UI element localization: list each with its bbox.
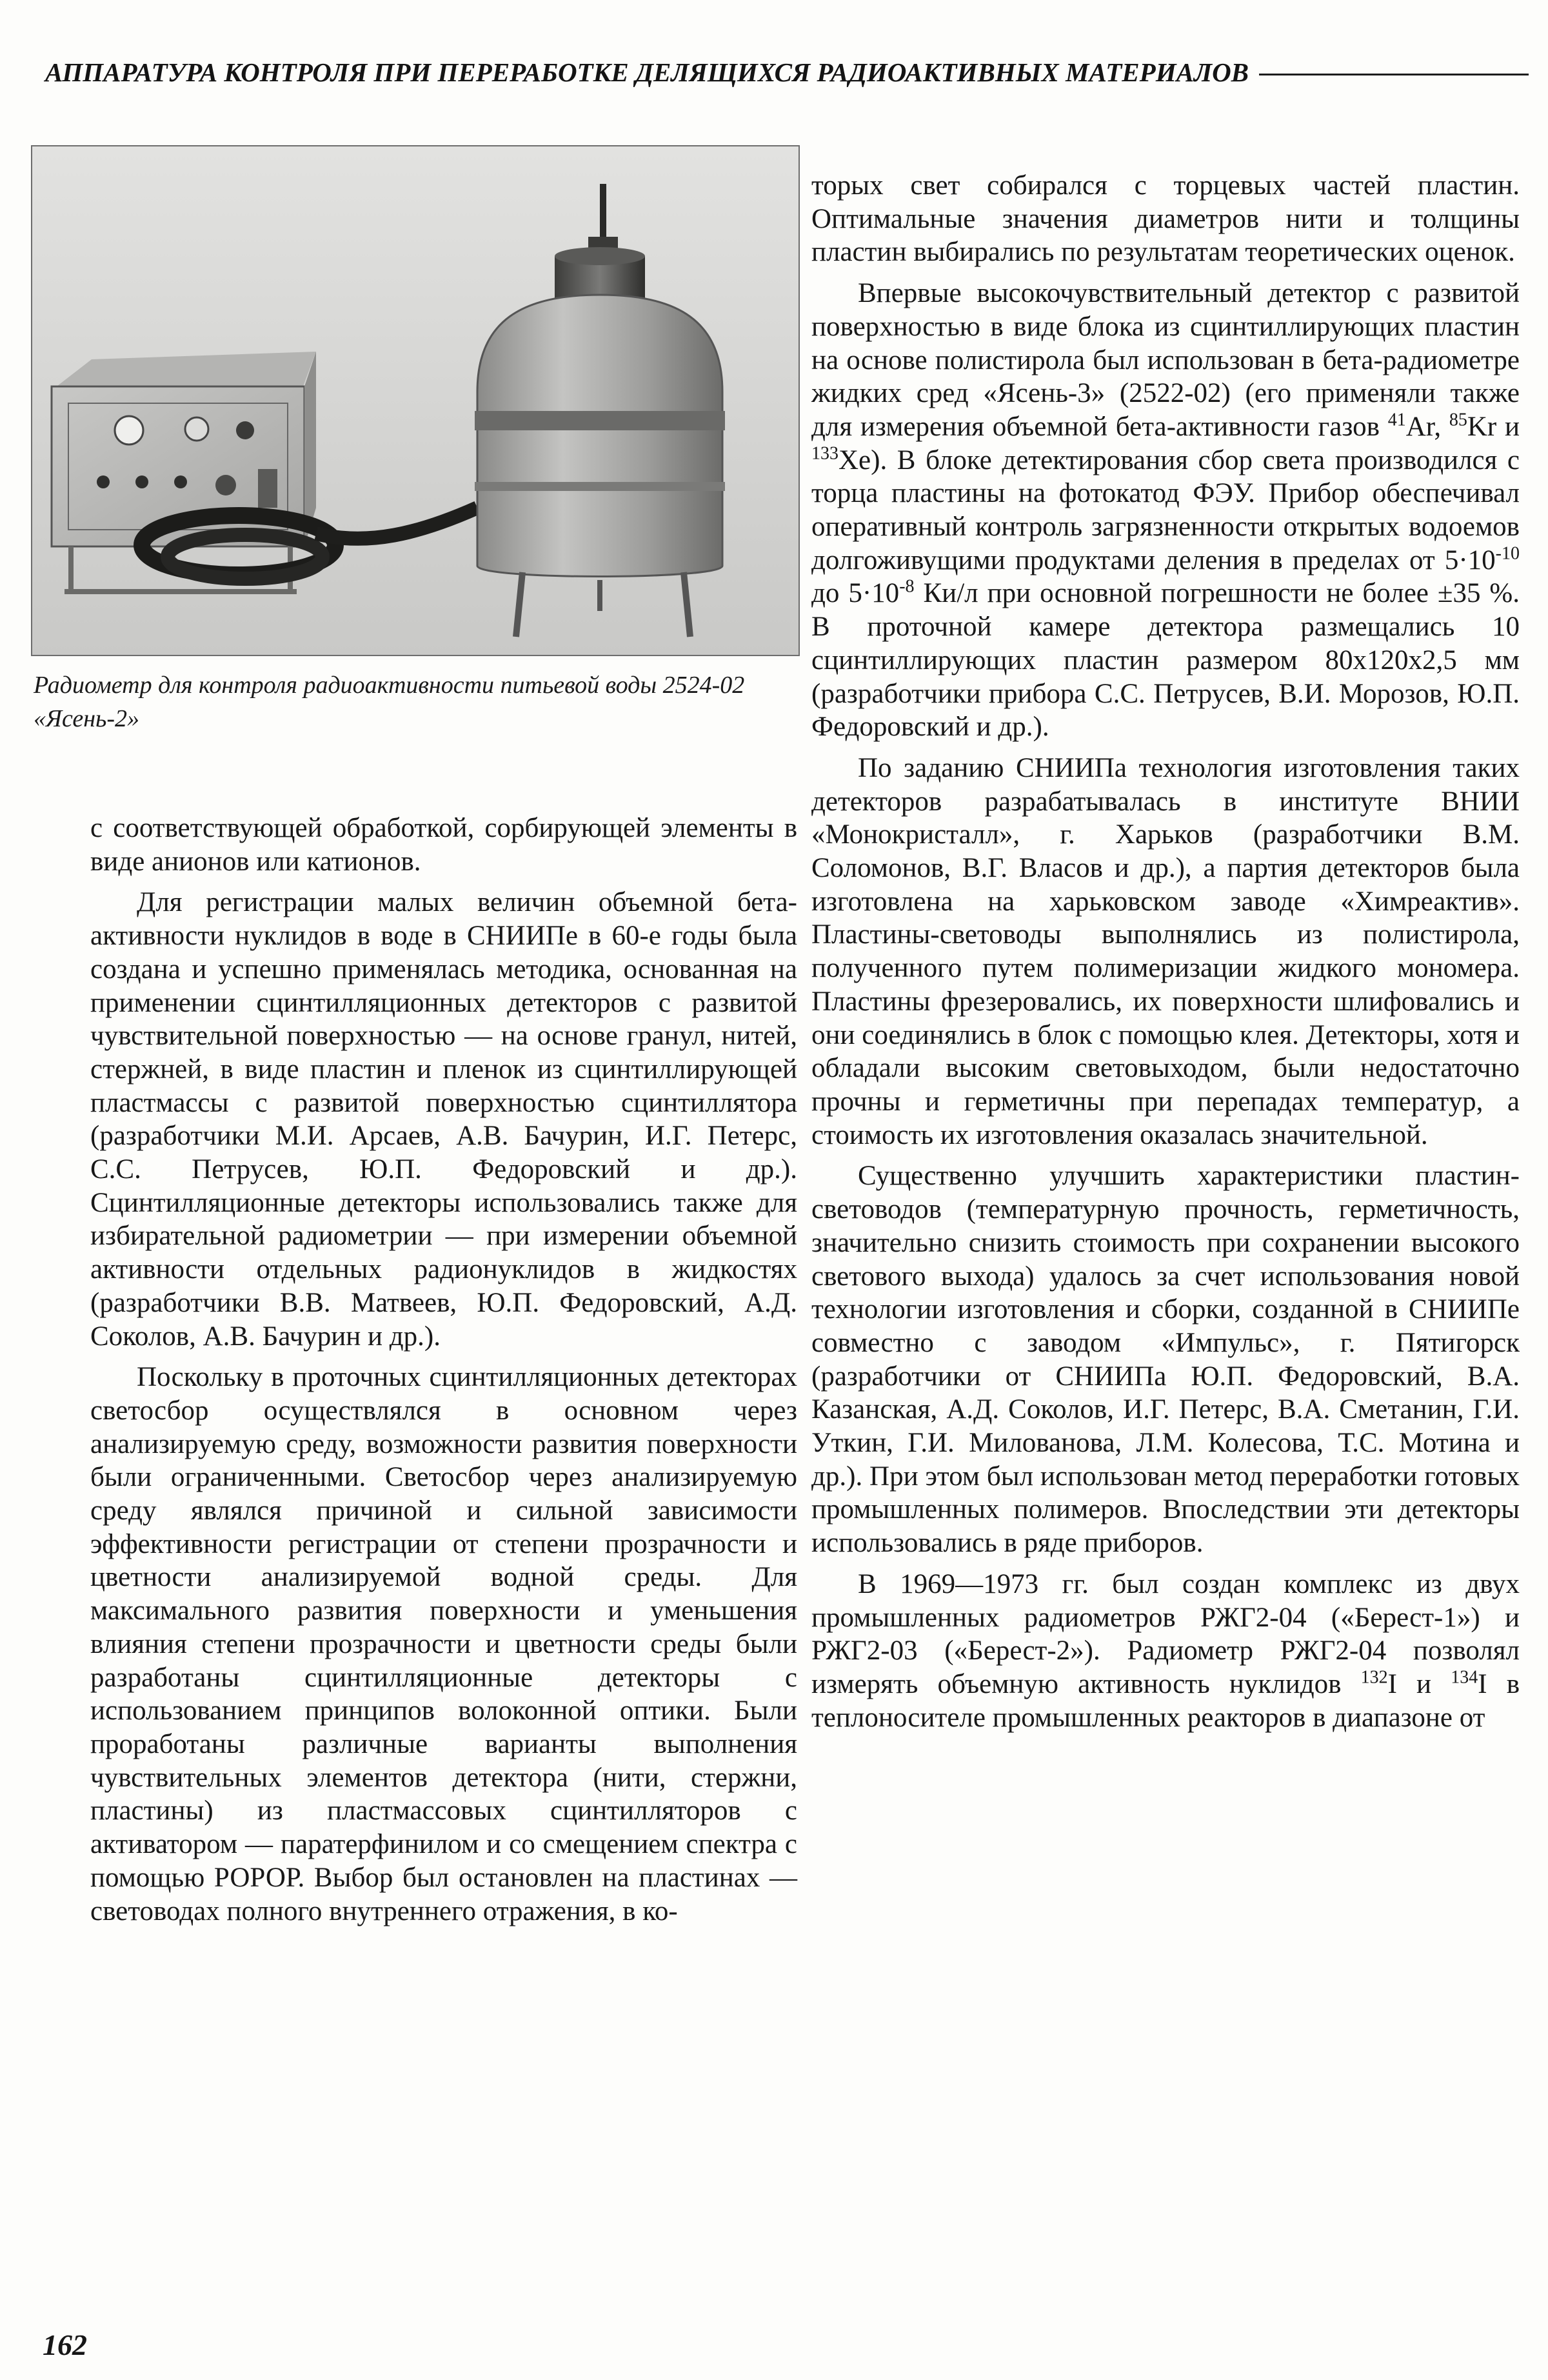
- right-paragraph-2: [811, 277, 1520, 744]
- right-paragraph-5: [811, 1568, 1520, 1735]
- figure-caption: Радиометр для контроля радиоактивности питьевой воды 2524-02 «Ясень-2»: [34, 672, 745, 732]
- page-number: 162: [43, 2328, 87, 2361]
- left-paragraph-1: с соответствующей обработкой, сорбирующей элементы в виде анионов или катионов.: [90, 813, 797, 877]
- right-column: [811, 169, 1520, 1734]
- radiometer-photo: [31, 145, 800, 656]
- isotope-i134-mass: 134: [1451, 1667, 1478, 1688]
- left-column: [90, 812, 797, 1928]
- left-paragraph-2: Для регистрации малых величин объемной бета-активности нуклидов в воде в СНИИПе в 60-е годы была создана и успешно применялась методика, основанная на применении сцинтилляционных детекторов с развитой чувствительной поверхностью — на основе гранул, нитей, стержней, в виде пластин и пленок из сцинтиллирующей пластмассы с развитой поверхностью сцинтиллятора (разработчики М.И. Арсаев, А.В. Бачурин, И.Г. Петерс, С.С. Петрусев, Ю.П. Федоровский и др.). Сцинтилляционные детекторы использовались также для избирательной радиометрии — при измерении объемной активности отдельных радионуклидов в жидкостях (разработчики В.В. Матвеев, Ю.П. Федоровский, А.Д. Соколов, А.В. Бачурин и др.).: [90, 887, 797, 1352]
- right-p2-text-d: Ки/л при основной погрешности не более ±35 %. В проточной камере детектора размещались 10 сцинтиллирующих пластин размером 80х120х2,5 мм (разработчики прибора С.С. Петрусев, В.И. Морозов, Ю.П. Федоровский и др.).: [811, 578, 1520, 743]
- isotope-i132: I и: [1387, 1668, 1451, 1699]
- exponent-1: -10: [1495, 543, 1520, 564]
- isotope-xe-mass: 133: [811, 443, 838, 464]
- isotope-kr: Kr и: [1467, 411, 1520, 442]
- right-paragraph-4: Существенно улучшить характеристики пластин-световодов (температурную прочность, герметичность, значительно снизить стоимость при сохранении высокого светового выхода) удалось за счет использования новой технологии изготовления и сборки, созданной в СНИИПе совместно с заводом «Импульс», г. Пятигорск (разработчики от СНИИПа Ю.П. Федоровский, В.А. Казанская, А.Д. Соколов, И.Г. Петерс, В.А. Сметанин, Г.И. Уткин, Г.И. Милованова, Л.М. Колесова, Т.С. Мотина и др.). При этом был использован метод переработки готовых промышленных полимеров. Впоследствии эти детекторы использовались в ряде приборов.: [811, 1161, 1520, 1559]
- isotope-kr-mass: 85: [1449, 410, 1467, 430]
- header-rule: [1259, 74, 1529, 75]
- right-paragraph-1: торых свет собирался с торцевых частей пластин. Оптимальные значения диаметров нити и толщины пластин выбирались по результатам теоретических оценок.: [811, 170, 1520, 268]
- isotope-ar: Ar,: [1405, 411, 1449, 442]
- left-paragraph-3: Поскольку в проточных сцинтилляционных детекторах светосбор осуществлялся в основном через анализируемую среду, возможности развития поверхности были ограниченными. Светосбор через анализируемую среду являлся причиной и сильной зависимости эффективности регистрации от степени прозрачности и цветности анализируемой водной среды. Для максимального развития поверхности и уменьшения влияния степени прозрачности и цветности среды были разработаны сцинтилляционные детекторы с использованием принципов волоконной оптики. Были проработаны различные варианты выполнения чувствительных элементов детектора (нити, стержни, пластины) из пластмассовых сцинтилляторов с активатором — паратерфинилом и со смещением спектра с помощью РОРОР. Выбор был остановлен на пластинах — световодах полного внутреннего отражения, в ко-: [90, 1362, 797, 1926]
- right-p5-text-b: I в теплоносителе промышленных реакторов в диапазоне от: [811, 1668, 1520, 1733]
- right-paragraph-3: По заданию СНИИПа технология изготовления таких детекторов разрабатывалась в институте ВНИИ «Монокристалл», г. Харьков (разработчики В.М. Соломонов, В.Г. Власов и др.), а партия детекторов была изготовлена на харьковском заводе «Химреактив». Пластины-световоды выполнялись из полистирола, полученного путем полимеризации жидкого мономера. Пластины фрезеровались, их поверхности шлифовались и они соединялись в блок с помощью клея. Детекторы, хотя и обладали высоким световыходом, были недостаточно прочны и герметичны при перепадах температур, а стоимость их изготовления оказалась значительной.: [811, 752, 1520, 1150]
- right-p2-text-a: Впервые высокочувствительный детектор с развитой поверхностью в виде блока из сцинтиллирующих пластин на основе полистирола был использован в бета-радиометре жидких сред «Ясень-3» (2522-02) (его применяли также для измерения объемной бета-активности газов: [811, 278, 1520, 442]
- right-p2-text-c: до 5·10: [811, 578, 900, 609]
- isotope-ar-mass: 41: [1387, 410, 1406, 430]
- isotope-i132-mass: 132: [1360, 1667, 1388, 1688]
- running-header: [45, 53, 1529, 92]
- radiometer-photo-drawing: [32, 146, 799, 655]
- exponent-2: -8: [899, 577, 915, 597]
- running-header-title: АППАРАТУРА КОНТРОЛЯ ПРИ ПЕРЕРАБОТКЕ ДЕЛЯЩИХСЯ РАДИОАКТИВНЫХ МАТЕРИАЛОВ: [45, 57, 1249, 87]
- right-p2-text-b: Xe). В блоке детектирования сбор света производился с торца пластины на фотокатод ФЭУ. Прибор обеспечивал оперативный контроль загрязненности открытых водоемов долгоживущими продуктами деления в пределах от 5·10: [811, 445, 1520, 575]
- right-p5-text-a: В 1969—1973 гг. был создан комплекс из двух промышленных радиометров РЖГ2-04 («Берест-1») и РЖГ2-03 («Берест-2»). Радиометр РЖГ2-04 позволял измерять объемную активность нуклидов: [811, 1568, 1520, 1699]
